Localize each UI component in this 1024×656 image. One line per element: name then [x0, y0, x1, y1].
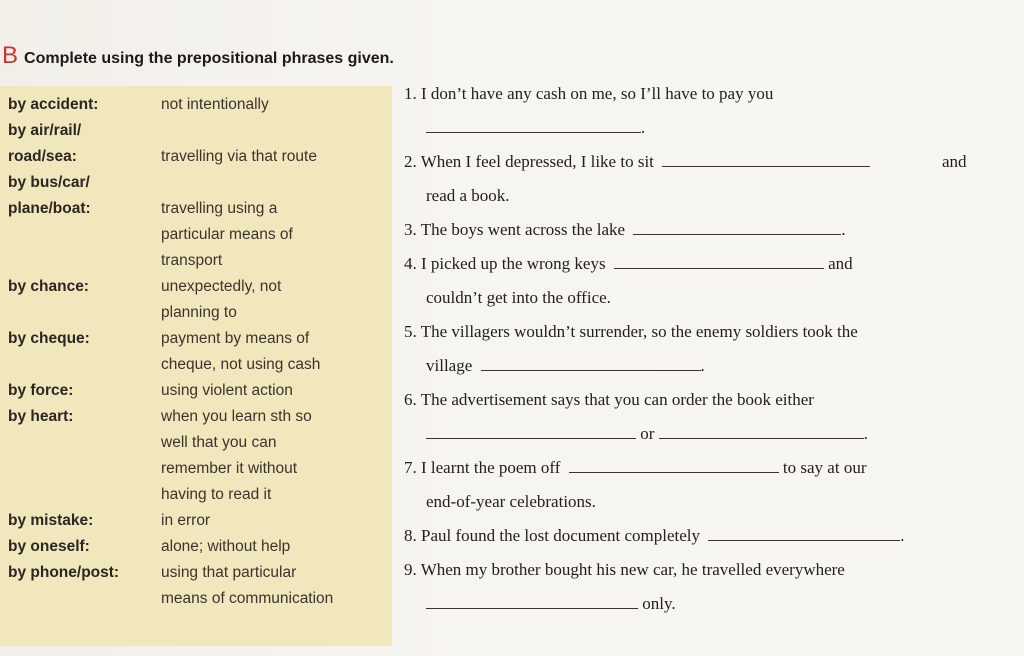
exercise-text: to say at our [782, 458, 867, 477]
glossary-definition: alone; without help [161, 538, 291, 555]
answer-blank[interactable] [708, 526, 900, 541]
answer-blank[interactable] [662, 152, 870, 167]
exercise-text: 3. The boys went across the lake [404, 220, 626, 239]
glossary-definition: in error [161, 512, 211, 529]
glossary-definition: using violent action [161, 382, 293, 399]
exercise-text: 7. I learnt the poem off [404, 458, 561, 477]
exercise-line [404, 218, 846, 242]
glossary-term: by cheque: [8, 330, 90, 347]
glossary-term: by oneself: [8, 538, 90, 555]
section-heading [0, 42, 394, 70]
exercise-text: 4. I picked up the wrong keys [404, 254, 606, 273]
glossary-term: by accident: [8, 96, 99, 113]
section-instruction: Complete using the prepositional phrases given. [24, 50, 394, 67]
exercise-text: . [700, 356, 705, 375]
section-letter: B [2, 42, 19, 69]
exercise-line [426, 354, 705, 378]
glossary-definition: payment by means of cheque, not using cash [161, 330, 321, 373]
exercise-line [404, 150, 870, 174]
exercise-line [426, 592, 676, 616]
answer-blank[interactable] [426, 594, 638, 609]
answer-blank[interactable] [633, 220, 841, 235]
exercise-text: and [942, 152, 967, 171]
answer-blank[interactable] [614, 254, 824, 269]
exercise-line [426, 116, 645, 140]
glossary-term: by bus/car/ plane/boat: [8, 174, 91, 217]
glossary-definition: unexpectedly, not planning to [161, 278, 282, 321]
exercise-text: end-of-year celebrations. [426, 492, 596, 511]
glossary-definition: travelling using a particular means of transport [161, 200, 293, 269]
exercise-text: read a book. [426, 186, 510, 205]
answer-blank[interactable] [481, 356, 701, 371]
exercise-text: 2. When I feel depressed, I like to sit [404, 152, 654, 171]
exercise-text: . [863, 424, 868, 443]
glossary-definition: when you learn sth so well that you can remember it without having to read it [161, 408, 312, 503]
glossary-term: by mistake: [8, 512, 94, 529]
exercise-text: couldn’t get into the office. [426, 288, 611, 307]
glossary-definition: travelling via that route [161, 148, 317, 165]
exercise-text: or [640, 424, 655, 443]
exercise-text: 6. The advertisement says that you can order the book either [404, 390, 814, 409]
glossary-term: by phone/post: [8, 564, 120, 581]
exercise-text: 8. Paul found the lost document completely [404, 526, 701, 545]
exercise-line [426, 422, 868, 446]
exercise-text: village [426, 356, 473, 375]
glossary-term: by force: [8, 382, 74, 399]
glossary-definition: using that particular means of communication [161, 564, 334, 607]
exercise-text: 1. I don’t have any cash on me, so I’ll have to pay you [404, 84, 774, 103]
glossary-term: by air/rail/ road/sea: [8, 122, 82, 165]
glossary-term: by heart: [8, 408, 74, 425]
exercise-text: . [841, 220, 846, 239]
exercise-line [404, 252, 853, 276]
exercise-line [404, 524, 905, 548]
exercise-text: and [828, 254, 853, 273]
exercise-text: . [900, 526, 905, 545]
answer-blank[interactable] [659, 424, 864, 439]
exercise-text: 5. The villagers wouldn’t surrender, so the enemy soldiers took the [404, 322, 858, 341]
exercise-line [404, 456, 867, 480]
exercise-text: 9. When my brother bought his new car, he travelled everywhere [404, 560, 845, 579]
glossary-definition: not intentionally [161, 96, 269, 113]
answer-blank[interactable] [426, 424, 636, 439]
glossary-term: by chance: [8, 278, 89, 295]
answer-blank[interactable] [569, 458, 779, 473]
glossary-panel [0, 86, 392, 646]
exercise-text: . [641, 118, 646, 137]
exercise-text: only. [642, 594, 676, 613]
answer-blank[interactable] [426, 118, 641, 133]
